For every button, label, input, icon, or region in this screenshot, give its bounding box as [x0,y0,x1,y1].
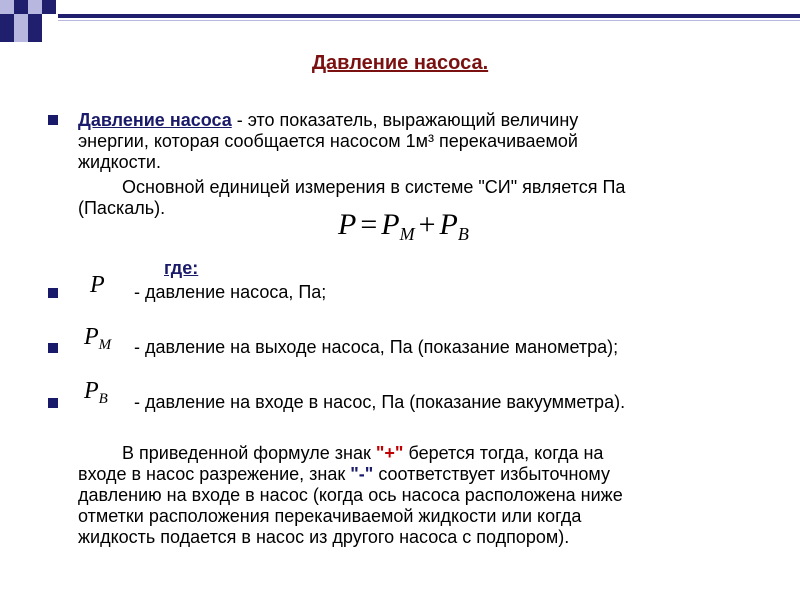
bullet [48,398,58,408]
corner-square [0,0,14,14]
note-line-5: жидкость подается в насос из другого насоса с подпором). [78,527,570,547]
header-rule [58,14,800,18]
corner-square [0,28,14,42]
formula-term-1: P [381,208,400,241]
bullet [48,343,58,353]
formula-eq: = [360,208,378,241]
header-rule-thin [58,20,800,21]
formula-term-2: P [439,208,458,241]
unit-line-2: (Паскаль). [78,198,166,218]
symbol-pb: $P_B$ [84,378,108,407]
formula-lhs: P [338,208,357,241]
symbol-pm: $P_M$ [84,324,112,353]
bullet [48,288,58,298]
where-label: где: [164,258,199,278]
definition-pb: - давление на входе в насос, Па (показание вакуумметра). [134,392,626,412]
symbol-p: P [90,272,105,298]
main-formula [338,208,469,245]
formula-term-1-sub: M [399,224,415,244]
formula-plus: + [418,208,436,241]
minus-sign: "-" [350,464,374,484]
corner-square [28,0,42,14]
corner-square [14,28,28,42]
definition-p: - давление насоса, Па; [134,282,327,302]
formula-term-2-sub: B [457,224,469,244]
unit-line-1: Основной единицей измерения в системе "СИ" является Па [122,177,626,197]
intro-line-1 [78,110,768,131]
term-highlight: Давление насоса [78,110,232,130]
corner-square [42,0,56,14]
corner-square [28,14,42,28]
definition-pm: - давление на выходе насоса, Па (показание манометра); [134,337,619,357]
note-line-3: давлению на входе в насос (когда ось насоса расположена ниже [78,485,623,505]
intro-paragraph [78,110,768,219]
note-line-4: отметки расположения перекачиваемой жидкости или когда [78,506,582,526]
intro-text: - это показатель, выражающий величину [231,110,579,130]
note-line-1: В приведенной формуле знак "+" берется тогда, когда на [122,443,604,463]
plus-sign: "+" [375,443,404,463]
note-line-2: входе в насос разрежение, знак "-" соответствует избыточному [78,464,610,484]
page-title: Давление насоса. [311,52,489,74]
intro-line-3: жидкости. [78,152,161,172]
corner-square [14,0,28,14]
corner-square [14,14,28,28]
bullet [48,115,58,125]
corner-square [0,14,14,28]
corner-square [28,28,42,42]
intro-line-2: энергии, которая сообщается насосом 1м³ перекачиваемой [78,131,578,151]
final-note [78,443,768,548]
